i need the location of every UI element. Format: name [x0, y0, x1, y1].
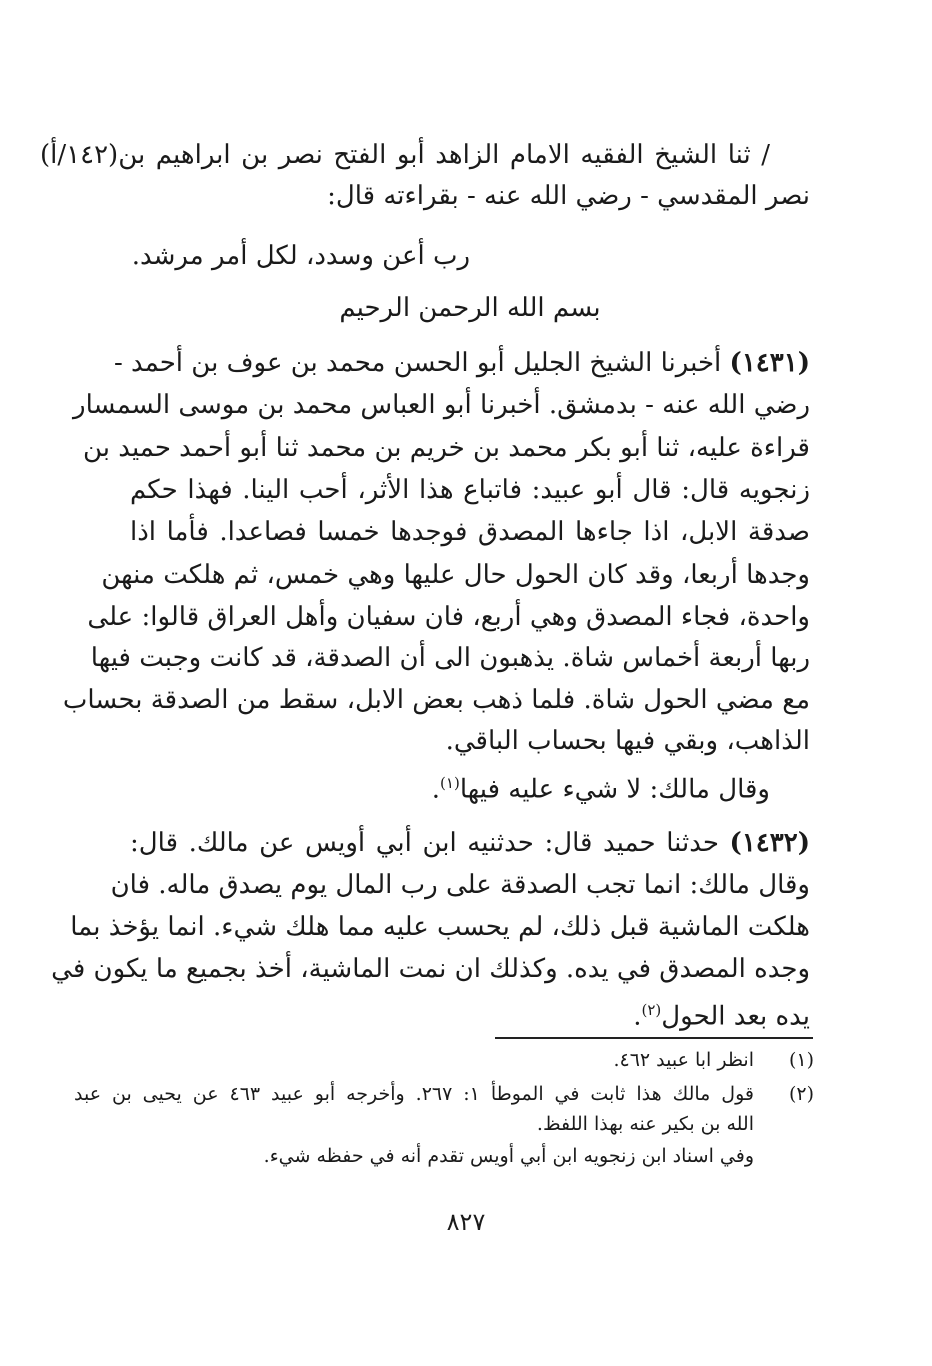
- entry-1431-line-4: زنجويه قال: قال أبو عبيد: فاتباع هذا الأثر، أحب الينا. فهذا حكم: [130, 475, 810, 505]
- entry-1432-number: (١٤٣٢): [729, 828, 811, 858]
- malik-text: وقال مالك: لا شيء عليه فيها: [459, 774, 770, 805]
- footnote-divider: [495, 1037, 813, 1039]
- footnote-1-mark: (١): [788, 1049, 814, 1071]
- entry-1432-line-2: وقال مالك: انما تجب الصدقة على رب المال يوم يصدق ماله. فان: [110, 870, 810, 900]
- footnote-2-mark: (٢): [788, 1083, 814, 1105]
- footnote-1-text: انظر ابا عبيد ٤٦٢.: [613, 1049, 754, 1071]
- entry-1432-line-4: وجده المصدق في يده. وكذلك ان نمت الماشية، أخذ بجميع ما يكون في: [51, 954, 810, 984]
- entry-1432-text-1: حدثنا حميد قال: حدثنيه ابن أبي أويس عن مالك. قال:: [130, 828, 719, 858]
- entry-1431-line-9: مع مضي الحول شاة. فلما ذهب بعض الابل، سقط من الصدقة بحساب: [62, 685, 810, 715]
- entry-1431-number: (١٤٣١): [729, 348, 810, 378]
- entry-1431-line-5: صدقة الابل، اذا جاءها المصدق فوجدها خمسا فصاعدا. فأما اذا: [130, 517, 810, 547]
- entry-1431-line-2: رضي الله عنه - بدمشق. أخبرنا أبو العباس محمد بن موسى السمسار: [73, 390, 810, 420]
- footnote-ref-1: (١): [440, 774, 460, 792]
- entry-1431-line-7: واحدة، فجاء المصدق وهي أربع، فان سفيان وأهل العراق قالوا: على: [87, 602, 810, 632]
- entry-1432-end: .: [633, 1001, 642, 1032]
- malik-end: .: [431, 774, 441, 805]
- header-line-2: نصر المقدسي - رضي الله عنه - بقراءته قال:: [327, 181, 810, 211]
- entry-1431-line-6: وجدها أربعا، وقد كان الحول حال عليها وهي خمس، ثم هلكت منهن: [101, 560, 810, 590]
- basmala: بسم الله الرحمن الرحيم: [339, 293, 601, 323]
- entry-1431-text-1: أخبرنا الشيخ الجليل أبو الحسن محمد بن عوف بن أحمد -: [114, 348, 722, 378]
- header-line-1: / ثنا الشيخ الفقيه الامام الزاهد أبو الفتح نصر بن ابراهيم بن(١٤٢/أ): [40, 140, 770, 170]
- entry-1432-line-1: [130, 823, 810, 867]
- footnote-2-continuation: الله بن بكير عنه بهذا اللفظ.: [536, 1113, 754, 1135]
- entry-1432-line-5: [500, 990, 810, 1034]
- page-number: ٨٢٧: [446, 1208, 486, 1236]
- footnote-2-extra: وفي اسناد ابن زنجويه ابن أبي أويس تقدم أنه في حفظه شيء.: [263, 1145, 754, 1167]
- footnote-ref-2: (٢): [641, 1001, 662, 1019]
- entry-1431-line-8: ربها أربعة أخماس شاة. يذهبون الى أن الصدقة، قد كانت وجبت فيها: [90, 643, 810, 673]
- entry-1431-line-3: قراءة عليه، ثنا أبو بكر محمد بن خريم بن محمد ثنا أبو أحمد حميد بن: [83, 433, 810, 463]
- entry-1431-line-10: الذاهب، وبقي فيها بحساب الباقي.: [445, 726, 810, 756]
- entry-1431-malik-line: [330, 763, 770, 807]
- entry-1432-line-3: هلكت الماشية قبل ذلك، لم يحسب عليه مما هلك شيء. انما يؤخذ بما: [70, 912, 810, 942]
- entry-1432-last-text: يده بعد الحول: [661, 1001, 810, 1032]
- entry-1431-line-1: [114, 343, 810, 387]
- footnote-2-text: قول مالك هذا ثابت في الموطأ ١: ٢٦٧. وأخرجه أبو عبيد ٤٦٣ عن يحيى بن عبد: [74, 1083, 754, 1105]
- invocation-dua: رب أعن وسدد، لكل أمر مرشد.: [131, 241, 470, 271]
